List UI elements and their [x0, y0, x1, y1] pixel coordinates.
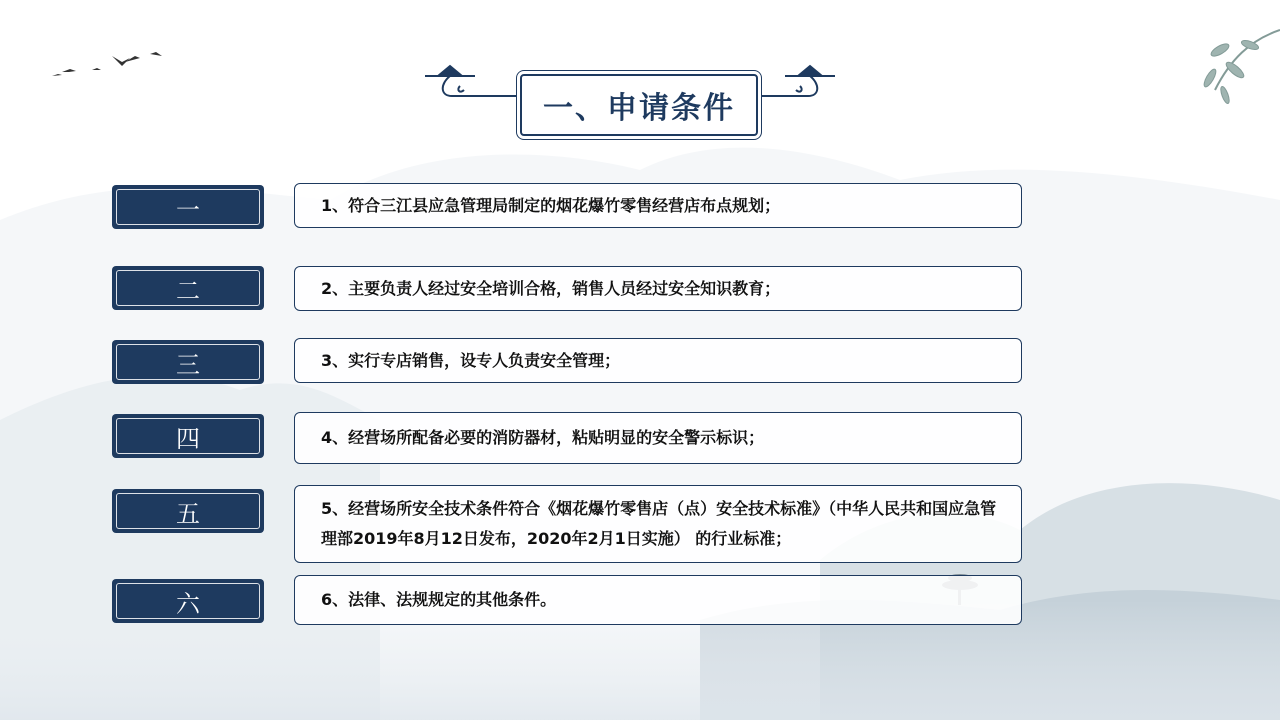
number-badge-2	[112, 266, 264, 310]
condition-text: 2、主要负责人经过安全培训合格，销售人员经过安全知识教育；	[321, 278, 781, 298]
condition-text: 5、经营场所安全技术条件符合《烟花爆竹零售店（点）安全技术标准》（中华人民共和国应急管理部2019年8月12日发布，2020年2月1日实施） 的行业标准；	[321, 499, 997, 548]
number-label: 四	[176, 424, 200, 453]
page-title: 一、申请条件	[543, 91, 735, 126]
number-badge-5	[112, 489, 264, 533]
condition-text: 4、经营场所配备必要的消防器材，粘贴明显的安全警示标识；	[321, 428, 765, 447]
birds-icon	[52, 52, 162, 76]
condition-text: 6、法律、法规规定的其他条件。	[321, 590, 557, 609]
number-badge-3	[112, 340, 264, 384]
condition-item-3	[294, 338, 1022, 383]
title-ornament	[420, 60, 840, 140]
number-label: 五	[176, 499, 200, 528]
condition-item-1	[294, 183, 1022, 228]
branch-icon	[1202, 30, 1280, 104]
number-label: 三	[176, 350, 200, 379]
number-badge-4	[112, 414, 264, 458]
title-frame	[520, 74, 758, 136]
number-label: 一	[176, 195, 200, 224]
number-badge-6	[112, 579, 264, 623]
number-label: 二	[176, 276, 200, 305]
condition-item-6	[294, 575, 1022, 625]
number-label: 六	[176, 589, 200, 618]
condition-text: 3、实行专店销售，设专人负责安全管理；	[321, 350, 621, 370]
condition-item-4	[294, 412, 1022, 464]
condition-text: 1、符合三江县应急管理局制定的烟花爆竹零售经营店布点规划；	[321, 195, 781, 215]
condition-item-2	[294, 266, 1022, 311]
condition-item-5	[294, 485, 1022, 563]
number-badge-1	[112, 185, 264, 229]
